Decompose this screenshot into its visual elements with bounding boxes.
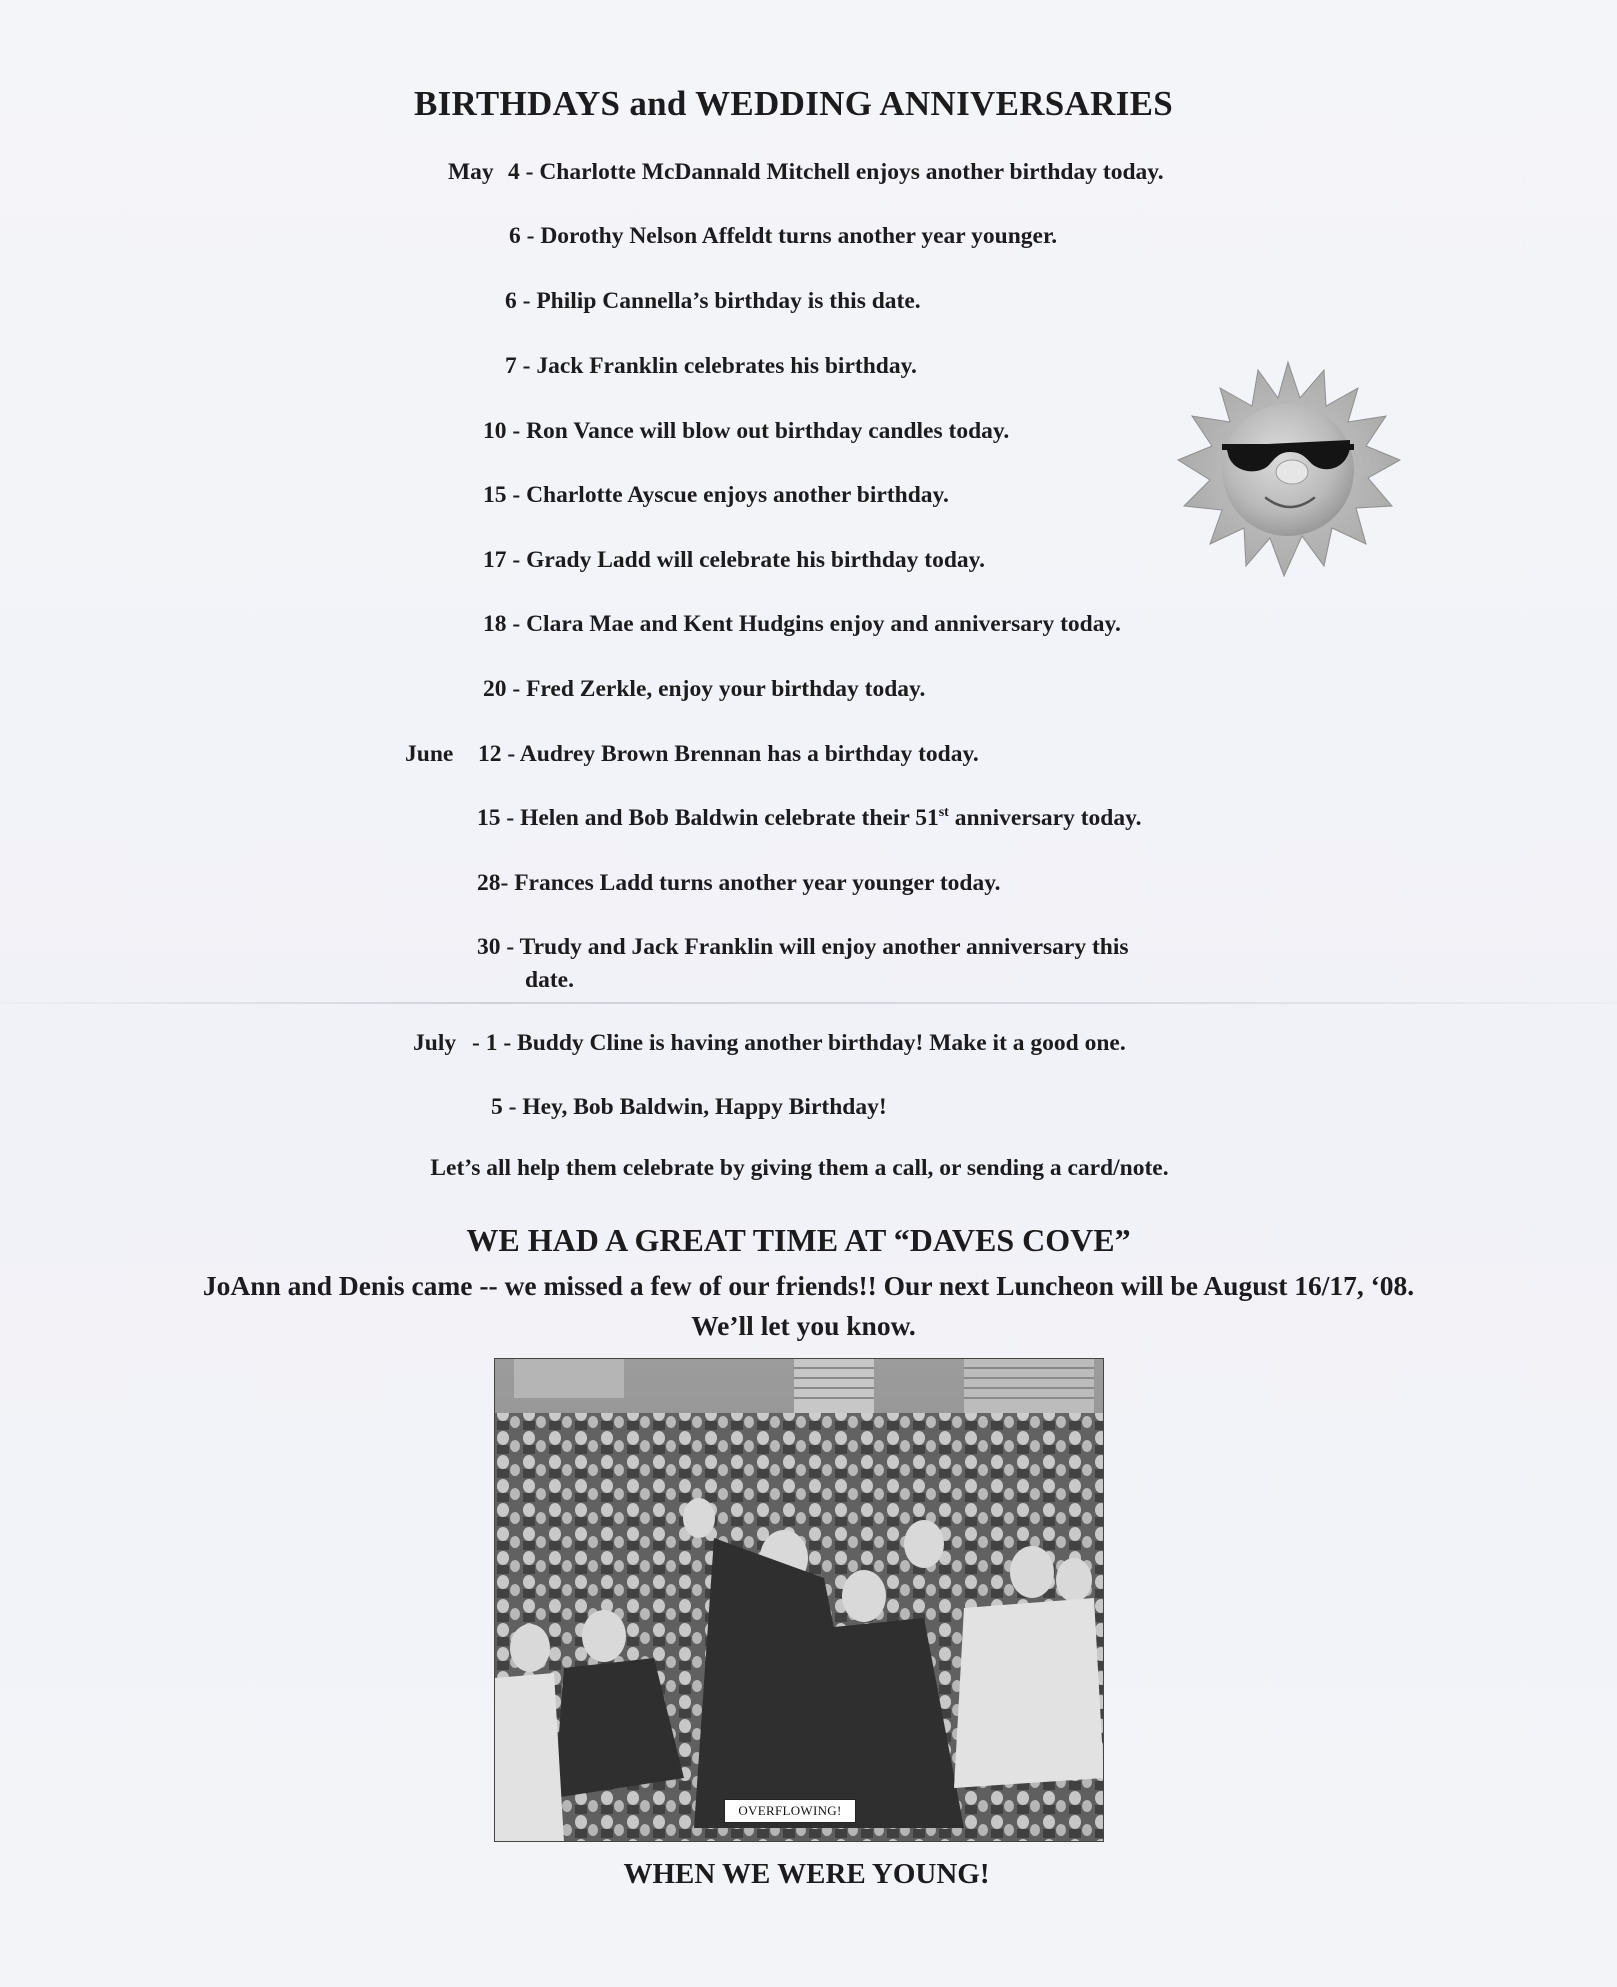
closing-note: Let’s all help them celebrate by giving them a call, or sending a card/note. [430, 1155, 1169, 1181]
month-label-may: May [448, 159, 494, 185]
month-label-june: June [405, 741, 454, 767]
paper-fold-line [0, 1002, 1617, 1004]
list-item: 12 - Audrey Brown Brennan has a birthday today. [478, 741, 979, 767]
month-label-july: July [413, 1030, 457, 1056]
list-item: 10 - Ron Vance will blow out birthday candles today. [483, 418, 1010, 444]
list-item: 6 - Philip Cannella’s birthday is this date. [505, 288, 921, 314]
list-item: 15 - Charlotte Ayscue enjoys another birthday. [483, 482, 949, 508]
list-item: 15 - Helen and Bob Baldwin celebrate their 51st anniversary today. [477, 805, 1142, 831]
list-item-continuation: date. [525, 967, 574, 993]
photo-label: OVERFLOWING! [724, 1799, 856, 1823]
luncheon-paragraph [0, 1266, 1617, 1346]
list-item: 7 - Jack Franklin celebrates his birthday. [505, 353, 917, 379]
list-item: 5 - Hey, Bob Baldwin, Happy Birthday! [491, 1094, 887, 1120]
crowd-photo [494, 1358, 1104, 1842]
paragraph-line-2: We’ll let you know. [691, 1310, 916, 1341]
list-item: 6 - Dorothy Nelson Affeldt turns another year younger. [509, 223, 1058, 249]
page-title: BIRTHDAYS and WEDDING ANNIVERSARIES [413, 84, 1174, 123]
list-item: 18 - Clara Mae and Kent Hudgins enjoy and anniversary today. [483, 611, 1121, 637]
sun-with-sunglasses-icon [1174, 360, 1402, 580]
paragraph-line-1: JoAnn and Denis came -- we missed a few of our friends!! Our next Luncheon will be August 16/17, ‘08. [202, 1270, 1415, 1301]
list-item: 20 - Fred Zerkle, enjoy your birthday today. [483, 676, 926, 702]
list-item: - 1 - Buddy Cline is having another birthday! Make it a good one. [472, 1030, 1126, 1056]
list-item: 17 - Grady Ladd will celebrate his birthday today. [483, 547, 986, 573]
list-item: 28- Frances Ladd turns another year younger today. [477, 870, 1001, 896]
list-item: 30 - Trudy and Jack Franklin will enjoy another anniversary this [477, 934, 1129, 960]
list-item: 4 - Charlotte McDannald Mitchell enjoys another birthday today. [508, 159, 1164, 185]
photo-caption: WHEN WE WERE YOUNG! [623, 1858, 990, 1890]
section-heading: WE HAD A GREAT TIME AT “DAVES COVE” [466, 1222, 1131, 1258]
